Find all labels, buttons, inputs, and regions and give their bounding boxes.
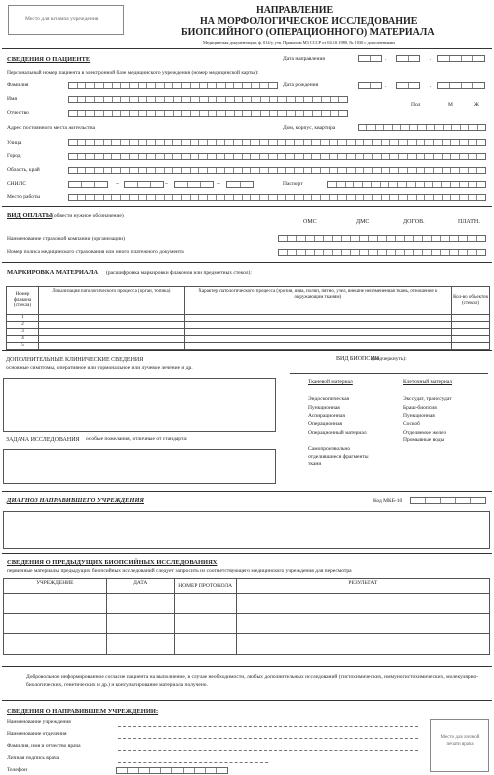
table-cell[interactable] [236,594,489,614]
cell-option[interactable]: Браш-биопсия [403,405,437,411]
insurer-field[interactable] [278,235,486,242]
diagnosis-heading: ДИАГНОЗ НАПРАВИВШЕГО УЧРЕЖДЕНИЯ [7,497,145,504]
table-cell[interactable] [174,634,236,655]
row-number: 3 [7,329,39,336]
payment-section-heading: ВИД ОПЛАТЫ [7,212,53,219]
divider [2,206,492,207]
patronymic-label: Отчество [7,110,29,116]
table-cell[interactable] [4,634,107,655]
column-header: Кол-во объектов (стекол) [452,287,490,315]
column-header: РЕЗУЛЬТАТ [236,579,489,594]
date-separator: . [430,83,432,89]
marking-table [6,286,490,350]
name-field[interactable] [68,96,348,103]
table-cell[interactable] [452,329,490,336]
icd-code-field[interactable] [410,497,486,504]
referral-day-field[interactable] [358,55,382,62]
previous-studies-hint: первичные материалы предыдущих биопсийных исследований следует запросить из соответствующего медицинского учреждения для пересмотра [7,568,352,574]
referral-month-field[interactable] [396,55,420,62]
cell-option[interactable]: Пункционная [403,413,435,419]
table-cell[interactable] [184,322,451,329]
column-header: ДАТА [106,579,174,594]
policy-label: Номер полиса медицинского страхования или иного платежного документа [7,249,184,255]
row-number: 4 [7,336,39,343]
marking-section-heading: МАРКИРОВКА МАТЕРИАЛА [7,269,99,276]
payment-option-contract[interactable]: ДОГОВ. [403,219,425,225]
table-cell[interactable] [174,614,236,634]
table-row [4,614,490,634]
research-task-field[interactable] [3,449,276,484]
column-header: Локализация патологического процесса (орган, топика) [38,287,184,315]
date-separator: . [430,56,432,62]
biopsy-type-heading: ВИД БИОПСИИ [336,356,380,362]
table-cell[interactable] [38,336,184,343]
table-cell[interactable] [106,634,174,655]
divider [2,491,492,492]
previous-studies-heading: СВЕДЕНИЯ О ПРЕДЫДУЩИХ БИОПСИЙНЫХ ИССЛЕДОВАНИЯХ [7,559,218,566]
snils-part-1[interactable] [68,181,108,188]
table-cell[interactable] [4,614,107,634]
table-row [7,315,490,322]
clinical-info-field[interactable] [3,378,276,432]
table-cell[interactable] [106,594,174,614]
table-cell[interactable] [174,594,236,614]
passport-field[interactable] [327,181,486,188]
cell-option[interactable]: Соскоб [403,421,420,427]
table-cell[interactable] [184,315,451,322]
table-cell[interactable] [452,322,490,329]
research-task-heading: ЗАДАЧА ИССЛЕДОВАНИЯ [6,437,80,443]
document-note: Медицинская документация, ф. 014/у, утв. Приказом МЗ СССР от 04.10.1980, № 1030 с дополнениями [203,40,395,45]
insurer-label: Наименование страховой компании (организации) [7,236,125,242]
signature-label: Личная подпись врача [7,755,60,761]
cell-option[interactable]: Отделяемое желез [403,430,446,436]
page-title-line-2: НА МОРФОЛОГИЧЕСКОЕ ИССЛЕДОВАНИЕ [200,16,418,27]
table-cell[interactable] [452,336,490,343]
house-label: Дом, корпус, квартира [283,125,336,131]
snils-part-4[interactable] [226,181,254,188]
column-header: Номер флакона (стекла) [7,287,39,315]
surname-field[interactable] [68,82,278,89]
doctor-name-label: Фамилия, имя и отчество врача [7,743,81,749]
payment-option-dms[interactable]: ДМС [356,219,370,225]
row-number: 2 [7,322,39,329]
icd-code-label: Код МКБ-10 [373,498,403,504]
row-number: 5 [7,343,39,350]
birth-date-label: Дата рождения [283,82,319,88]
clinical-heading: ДОПОЛНИТЕЛЬНЫЕ КЛИНИЧЕСКИЕ СВЕДЕНИЯ [6,357,144,363]
table-row [4,634,490,655]
snils-dash: – [165,181,168,187]
consent-text: Добровольное информированное согласие пациента на выполнение, в случае необходимости, любых дополнительных исследований (гистохимических, иммуногистохимических, молекулярно-биологических, генетических и др.) и консультирование материала получено. [26,674,479,688]
column-header: Характер патологического процесса (эрозия, язва, полип, пятно, узел, внешне неизмененная ткань, отношение к окружающим тканям) [184,287,451,315]
doctor-name-field[interactable] [118,750,418,751]
tissue-option[interactable]: Самопроизвольно отделившиеся фрагменты ткани [308,446,369,468]
tissue-option[interactable]: Эндоскопическая [308,396,350,402]
tissue-option[interactable]: Операционный материал [308,430,367,436]
row-number: 1 [7,315,39,322]
snils-dash: – [217,181,220,187]
tissue-option[interactable]: Операционная [308,421,343,427]
table-cell[interactable] [452,315,490,322]
table-row [7,329,490,336]
signature-field[interactable] [118,762,268,763]
department-field[interactable] [118,738,418,739]
cell-material-heading: Клеточный материал [403,379,453,385]
tissue-option[interactable]: Аспирационная [308,413,345,419]
stamp-box-label: Место для штампа учреждения [25,16,99,22]
table-cell[interactable] [236,614,489,634]
table-row [7,336,490,343]
payment-option-oms[interactable]: ОМС [303,219,317,225]
table-cell[interactable] [184,336,451,343]
previous-studies-table [3,578,490,655]
snils-dash: – [116,181,119,187]
table-cell[interactable] [4,594,107,614]
table-row [4,594,490,614]
divider [2,553,492,554]
seal-box-label: Место для личной печати врача [440,735,480,747]
work-label: Место работы [7,194,41,200]
house-field[interactable] [358,124,486,131]
tissue-material-heading: Тканевой материал [308,379,353,385]
date-separator: . [385,83,387,89]
name-label: Имя [7,96,17,102]
table-row [7,322,490,329]
surname-label: Фамилия [7,82,29,88]
street-label: Улица [7,140,22,146]
region-label: Область, край [7,167,40,173]
cell-option[interactable]: Промывные воды [403,437,445,443]
page-title-line-3: БИОПСИЙНОГО (ОПЕРАЦИОННОГО) МАТЕРИАЛА [181,27,435,38]
table-cell[interactable] [106,614,174,634]
column-header: УЧРЕЖДЕНИЕ [4,579,107,594]
birth-month-field[interactable] [396,82,420,89]
city-label: Город [7,153,21,159]
divider [2,700,492,701]
column-header: НОМЕР ПРОТОКОЛА [174,579,236,594]
snils-part-3[interactable] [174,181,214,188]
card-number-label: Персональный номер пациента в электронной базе медицинского учреждения (номер медицинской карты): [7,70,259,76]
birth-day-field[interactable] [358,82,382,89]
institution-field[interactable] [118,726,418,727]
research-task-hint: особые пожелания, отличные от стандарта: [86,436,188,442]
table-row [7,343,490,350]
table-cell[interactable] [38,343,184,350]
table-cell[interactable] [184,329,451,336]
date-separator: . [385,56,387,62]
institution-label: Наименование учреждения [7,719,71,725]
tissue-option[interactable]: Пункционная [308,405,340,411]
snils-label: СНИЛС [7,181,27,187]
sex-female-option[interactable]: Ж [474,102,479,108]
table-cell[interactable] [452,343,490,350]
table-cell[interactable] [38,315,184,322]
birth-year-field[interactable] [437,82,485,89]
department-label: Наименование отделения [7,731,67,737]
sex-label: Пол [411,102,421,108]
patronymic-field[interactable] [68,110,348,117]
biopsy-type-hint: (подчеркнуть): [372,356,407,362]
address-label: Адрес постоянного места жительства [7,125,96,131]
table-cell[interactable] [184,343,451,350]
policy-field[interactable] [278,249,486,256]
region-field[interactable] [68,167,486,174]
patient-section-heading: СВЕДЕНИЯ О ПАЦИЕНТЕ [7,56,91,63]
phone-label: Телефон [7,767,28,773]
divider [2,48,492,49]
phone-field[interactable] [116,767,228,774]
sex-male-option[interactable]: М [448,102,453,108]
divider [290,373,488,374]
referral-date-label: Дата направления [283,56,325,62]
referring-heading: СВЕДЕНИЯ О НАПРАВИВШЕМ УЧРЕЖДЕНИИ: [7,708,159,715]
table-cell[interactable] [236,634,489,655]
work-field[interactable] [68,194,486,201]
table-cell[interactable] [38,329,184,336]
diagnosis-field[interactable] [3,511,490,549]
payment-option-paid[interactable]: ПЛАТН. [458,219,480,225]
street-field[interactable] [68,139,486,146]
clinical-hint: основные симптомы, оперативное или гормональное или лучевое лечение и др. [6,365,193,371]
snils-part-2[interactable] [124,181,164,188]
passport-label: Паспорт [283,181,303,187]
referral-year-field[interactable] [437,55,485,62]
table-cell[interactable] [38,322,184,329]
divider [2,666,492,667]
divider [2,262,492,263]
cell-option[interactable]: Экссудат, транссудат [403,396,452,402]
page-title: НАПРАВЛЕНИЕ [256,5,334,16]
payment-hint: (обвести нужное обозначение) [52,213,124,219]
divider [2,350,492,351]
marking-hint: (расшифровка маркировки флаконов или предметных стекол): [106,270,252,276]
city-field[interactable] [68,153,486,160]
